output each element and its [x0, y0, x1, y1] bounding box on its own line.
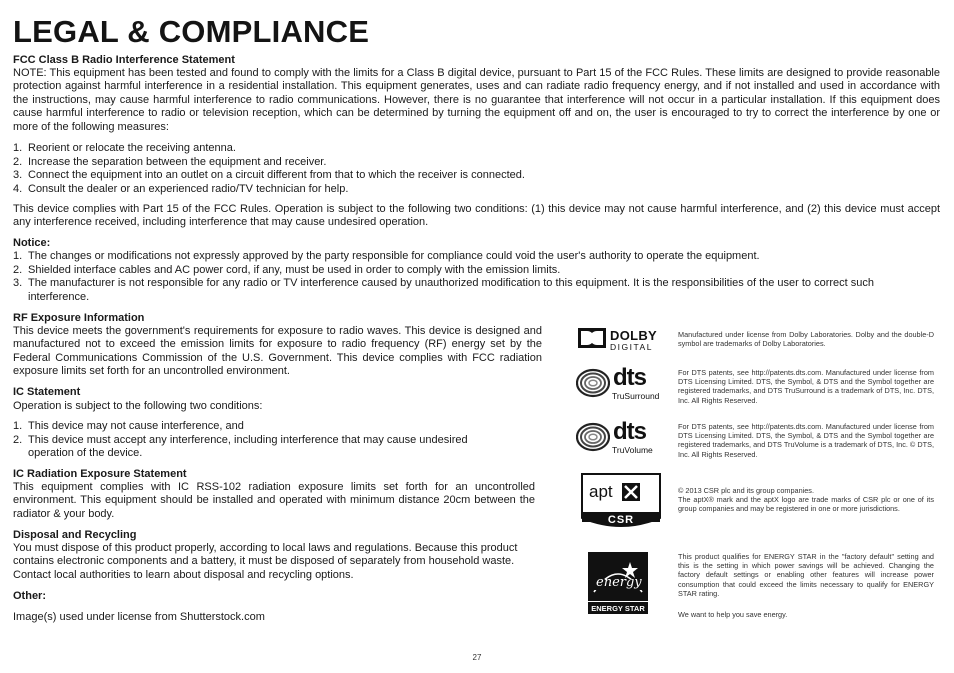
dts-truvolume-notice: For DTS patents, see http://patents.dts.com. Manufactured under license from DTS Licensing Limited. DTS, the Symbol, & DTS and the Symbol together are registered trademarks, and DTS TruVolume is a trademark of DTS, Inc. © DTS, Inc. All Rights Reserved.	[678, 422, 934, 459]
dolby-notice: Manufactured under license from Dolby Laboratories. Dolby and the double-D symbol are trademarks of Dolby Laboratories.	[678, 330, 934, 349]
csr-label: CSR	[607, 514, 635, 526]
list-item: 1. The changes or modifications not expressly approved by the party responsible for compliance could void the user's authority to operate the equipment.	[13, 250, 760, 262]
dts-truvolume-logo	[576, 420, 662, 456]
ic-radiation-body: This equipment complies with IC RSS-102 radiation exposure limits set forth for an uncontrolled environment. This equipment should be installed and operated with minimum distance 20cm between the radiator & your body.	[13, 481, 535, 520]
dts-trusurround-logo	[576, 366, 662, 402]
energy-star-tagline: We want to help you save energy.	[678, 610, 788, 619]
list-item: 1. This device may not cause interference, and	[13, 420, 244, 432]
aptx-notice: The aptX® mark and the aptX logo are trade marks of CSR plc or one of its group companies and may be registered in one or more jurisdictions.	[678, 495, 934, 514]
list-item: 3. The manufacturer is not responsible for any radio or TV interference caused by unauthorized modification to this equipment. It is the responsibilities of the user to correct such interference.	[13, 277, 875, 303]
disposal-body: You must dispose of this product properly, according to local laws and regulations. Because this product contains electronic components and a battery, it must be disposed of separately from household waste. Contact local authorities to learn about disposal and recycling options.	[13, 542, 518, 581]
fcc-heading: FCC Class B Radio Interference Statement	[13, 54, 235, 66]
list-item: 2. Shielded interface cables and AC power cord, if any, must be used in order to comply with the emission limits.	[13, 263, 561, 276]
dolby-logo	[578, 326, 662, 354]
ic-intro: Operation is subject to the following two conditions:	[13, 400, 263, 412]
dts-wordmark: dts	[613, 418, 646, 445]
page-number: 27	[472, 653, 482, 662]
notice-list	[13, 250, 925, 304]
dts-truvolume-label: TruVolume	[612, 445, 653, 455]
energy-star-logo	[588, 552, 648, 614]
dts-trusurround-notice: For DTS patents, see http://patents.dts.com. Manufactured under license from DTS Licensing Limited. DTS, the Symbol, & DTS and the Symbol together are registered trademarks, and DTS TruSurround is a trademark of DTS, Inc. DTS, Inc. All Rights Reserved.	[678, 368, 934, 405]
aptx-copyright: © 2013 CSR plc and its group companies.	[678, 486, 814, 495]
energy-star-label: ENERGY STAR	[588, 601, 648, 613]
other-heading: Other:	[13, 590, 46, 602]
aptx-wordmark: apt	[589, 482, 613, 501]
dolby-wordmark: DOLBY	[610, 328, 657, 343]
energy-script: energy	[596, 575, 642, 590]
list-item: 2. This device must accept any interference, including interference that may cause undesired operation of the device.	[13, 433, 468, 459]
ic-radiation-heading: IC Radiation Exposure Statement	[13, 468, 187, 480]
ic-list	[13, 420, 513, 461]
energy-star-notice: This product qualifies for ENERGY STAR in the "factory default" setting and this is the setting in which power savings will be achieved. Changing the factory default settings or enabling other features will increase power consumption that could exceed the limits necessary to qualify for ENERGY STAR rating.	[678, 552, 934, 598]
fcc-measures-list	[13, 142, 940, 196]
ic-heading: IC Statement	[13, 386, 81, 398]
notice-heading: Notice:	[13, 237, 51, 249]
dts-trusurround-label: TruSurround	[612, 391, 660, 401]
dts-swirl-icon	[576, 368, 610, 398]
dts-swirl-icon	[576, 422, 610, 452]
page-title: LEGAL & COMPLIANCE	[13, 14, 370, 49]
fcc-compliance: This device complies with Part 15 of the FCC Rules. Operation is subject to the following two conditions: (1) this device may not cause harmful interference, and (2) this device must accept any interference received, including interference that may cause undesired operation.	[13, 203, 940, 229]
list-item: 1. Reorient or relocate the receiving antenna.	[13, 142, 236, 154]
rf-body: This device meets the government's requirements for exposure to radio waves. This device is designed and manufactured not to exceed the emission limits for exposure to radio frequency (RF) energy set by the Federal Communications Commission of the U.S. Government. This device complies with FCC radiation exposure limits set forth for an uncontrolled environment.	[13, 325, 542, 378]
list-item: 2. Increase the separation between the equipment and receiver.	[13, 155, 327, 168]
aptx-csr-logo	[580, 472, 662, 532]
list-item: 4. Consult the dealer or an experienced radio/TV technician for help.	[13, 182, 349, 195]
rf-heading: RF Exposure Information	[13, 312, 145, 324]
fcc-body: NOTE: This equipment has been tested and found to comply with the limits for a Class B digital device, pursuant to Part 15 of the FCC Rules. These limits are designed to provide reasonable protection against harmful interference in a residential installation. This equipment generates, uses and can radiate radio frequency energy, and if not installed and used in accordance with the instructions, may cause harmful interference to radio communications. However, there is no guarantee that interference will not occur in a particular installation. If this equipment does cause harmful interference to radio or television reception, which can be determined by turning the equipment off and on, the user is encouraged to try to correct the interference by one or more of the following measures:	[13, 67, 940, 133]
list-item: 3. Connect the equipment into an outlet on a circuit different from that to which the receiver is connected.	[13, 169, 525, 181]
disposal-heading: Disposal and Recycling	[13, 529, 137, 541]
other-body: Image(s) used under license from Shutterstock.com	[13, 611, 265, 623]
dts-wordmark: dts	[613, 364, 646, 391]
dolby-digital-label: DIGITAL	[610, 342, 653, 352]
